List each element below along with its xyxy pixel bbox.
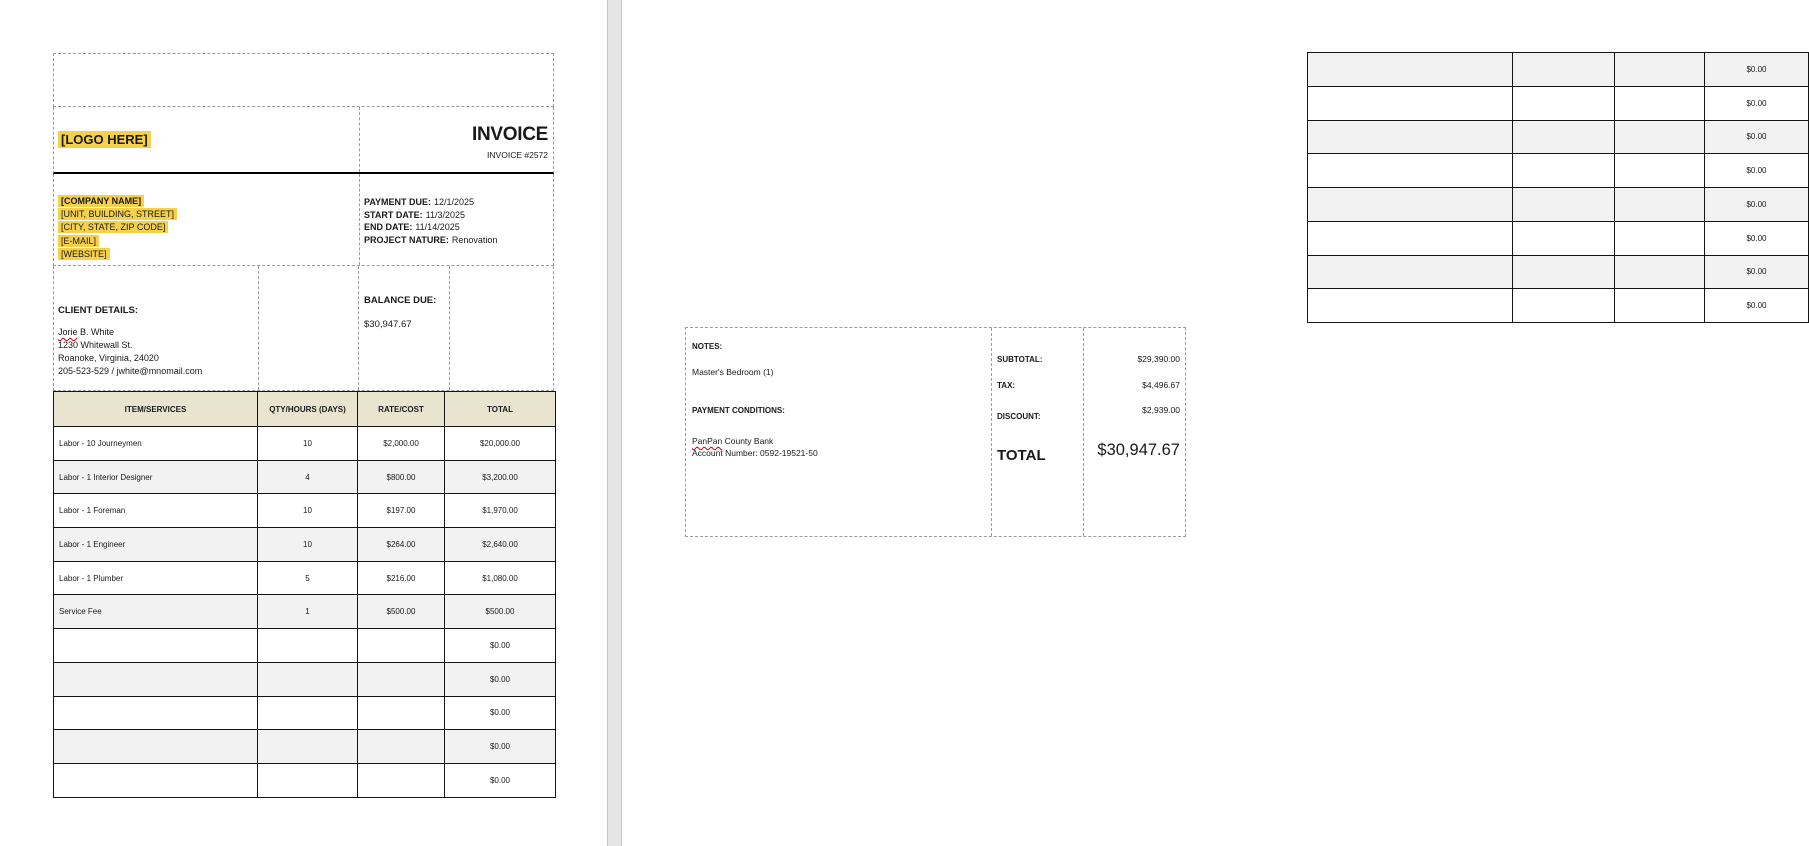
invoice-number: INVOICE #2572 [487,150,548,160]
rate-cell[interactable] [1615,188,1705,222]
notes-text: Master's Bedroom (1) [692,367,774,377]
client-balance-row [53,266,554,391]
header-rate-cost: RATE/COST [358,392,445,427]
rate-cell[interactable] [1615,221,1705,255]
item-cell[interactable]: Service Fee [54,595,258,629]
header-empty-box [53,53,554,107]
company-name[interactable]: [COMPANY NAME] [58,195,144,207]
total-cell[interactable]: $0.00 [1705,86,1809,120]
total-value: $30,947.67 [1097,441,1180,459]
total-cell[interactable]: $1,080.00 [445,561,556,595]
item-cell[interactable]: Labor - 1 Foreman [54,494,258,528]
column-divider [449,266,450,390]
total-cell[interactable]: $0.00 [445,730,556,764]
bank-details [692,435,818,460]
table-row [54,763,556,797]
total-cell[interactable]: $0.00 [445,696,556,730]
project-nature-value: Renovation [451,234,498,245]
total-cell[interactable]: $1,970.00 [445,494,556,528]
item-cell[interactable]: Labor - 1 Engineer [54,528,258,562]
qty-cell[interactable] [1513,86,1615,120]
subtotal-label: SUBTOTAL: [997,355,1043,364]
item-cell[interactable] [1308,289,1513,323]
invoice-page-1 [0,0,607,846]
client-contact: 205-523-529 / jwhite@mnomail.com [58,366,203,377]
rate-cell[interactable] [1615,120,1705,154]
column-divider [1083,328,1084,536]
item-cell[interactable]: Labor - 10 Journeymen [54,427,258,461]
payment-due-value: 12/1/2025 [434,197,475,207]
item-cell[interactable] [1308,86,1513,120]
qty-cell[interactable]: 10 [258,528,358,562]
table-row [54,730,556,764]
rate-cell[interactable]: $197.00 [358,494,445,528]
qty-cell[interactable] [258,662,358,696]
logo-placeholder[interactable]: [LOGO HERE] [58,131,151,148]
total-cell[interactable]: $0.00 [1705,188,1809,222]
rate-cell[interactable] [1615,289,1705,323]
column-divider [358,266,359,390]
end-date-value: 11/14/2025 [415,222,460,233]
total-cell[interactable]: $0.00 [1705,289,1809,323]
qty-cell[interactable] [258,629,358,663]
qty-cell[interactable] [1513,221,1615,255]
rate-cell[interactable]: $216.00 [358,561,445,595]
item-cell[interactable] [1308,53,1513,87]
client-name-rest: B. White [77,327,115,337]
invoice-page-2 [622,0,1767,846]
total-cell[interactable]: $0.00 [1705,255,1809,289]
table-row [1308,255,1809,289]
item-cell[interactable] [54,696,258,730]
tax-label: TAX: [997,381,1016,390]
qty-cell[interactable] [1513,255,1615,289]
total-cell[interactable]: $0.00 [1705,53,1809,87]
item-cell[interactable] [1308,221,1513,255]
table-row [54,696,556,730]
qty-cell[interactable]: 4 [258,460,358,494]
rate-cell[interactable] [358,696,445,730]
company-website[interactable]: [WEBSITE] [58,248,110,260]
company-meta-row [53,174,554,266]
header-item-services: ITEM/SERVICES [54,392,258,427]
table-row [1308,120,1809,154]
rate-cell[interactable] [358,730,445,764]
line-items-table-page2 [1307,52,1809,323]
project-meta [364,196,497,246]
table-row [1308,188,1809,222]
payment-due-label: PAYMENT DUE: [364,197,432,207]
rate-cell[interactable]: $800.00 [358,460,445,494]
table-row [54,662,556,696]
company-email[interactable]: [E-MAIL] [58,235,99,247]
item-cell[interactable] [1308,188,1513,222]
rate-cell[interactable]: $264.00 [358,528,445,562]
item-cell[interactable] [1308,255,1513,289]
rate-cell[interactable]: $500.00 [358,595,445,629]
logo-title-row [53,107,554,174]
rate-cell[interactable] [1615,255,1705,289]
rate-cell[interactable] [1615,53,1705,87]
table-row [54,561,556,595]
total-cell[interactable]: $0.00 [1705,221,1809,255]
qty-cell[interactable] [1513,120,1615,154]
rate-cell[interactable] [358,629,445,663]
line-items-table-page1 [53,391,556,798]
table-row [1308,289,1809,323]
bank-name-rest: County Bank [722,436,774,446]
qty-cell[interactable] [1513,154,1615,188]
total-cell[interactable]: $3,200.00 [445,460,556,494]
table-row [1308,221,1809,255]
qty-cell[interactable]: 5 [258,561,358,595]
total-cell[interactable]: $0.00 [1705,120,1809,154]
project-nature-label: PROJECT NATURE: [364,234,449,245]
qty-cell[interactable] [258,763,358,797]
item-cell[interactable] [1308,120,1513,154]
table-row [1308,86,1809,120]
table-row [54,595,556,629]
end-date-label: END DATE: [364,222,413,233]
item-cell[interactable] [54,763,258,797]
rate-cell[interactable] [1615,154,1705,188]
item-cell[interactable]: Labor - 1 Interior Designer [54,460,258,494]
table-row [54,460,556,494]
column-divider [258,266,259,390]
rate-cell[interactable] [358,662,445,696]
qty-cell[interactable]: 10 [258,494,358,528]
header-qty-hours: QTY/HOURS (DAYS) [258,392,358,427]
qty-cell[interactable] [1513,289,1615,323]
discount-label: DISCOUNT: [997,412,1041,421]
subtotal-value: $29,390.00 [1137,354,1180,364]
item-cell[interactable] [54,662,258,696]
rate-cell[interactable]: $2,000.00 [358,427,445,461]
table-header-row [54,392,556,427]
balance-due-label: BALANCE DUE: [364,295,437,306]
rate-cell[interactable] [358,763,445,797]
client-city: Roanoke, Virginia, 24020 [58,353,159,364]
client-first-name: Jorie [58,327,78,337]
discount-value: $2,939.00 [1142,405,1180,415]
total-cell[interactable]: $0.00 [445,763,556,797]
client-details-heading: CLIENT DETAILS: [58,305,139,316]
item-cell[interactable] [54,730,258,764]
start-date-value: 11/3/2025 [425,209,466,220]
item-cell[interactable] [1308,154,1513,188]
table-row [54,427,556,461]
column-divider [359,107,360,172]
payment-conditions-label: PAYMENT CONDITIONS: [692,406,785,415]
qty-cell[interactable] [258,730,358,764]
qty-cell[interactable]: 10 [258,427,358,461]
bank-name-flagged: PanPan [692,436,723,446]
qty-cell[interactable] [258,696,358,730]
company-details [58,195,177,261]
table-row [1308,53,1809,87]
client-address: 1230 Whitewall St. [58,340,133,351]
rate-cell[interactable] [1615,86,1705,120]
table-row [54,528,556,562]
item-cell[interactable] [54,629,258,663]
account-number: Account Number: 0592-19521-50 [692,448,818,459]
total-cell[interactable]: $0.00 [445,662,556,696]
notes-totals-section [685,327,1186,537]
total-cell[interactable]: $20,000.00 [445,427,556,461]
header-total: TOTAL [445,392,556,427]
column-divider [991,328,992,536]
table-row [54,629,556,663]
total-label: TOTAL [997,447,1046,464]
start-date-label: START DATE: [364,209,423,220]
table-row [54,494,556,528]
qty-cell[interactable]: 1 [258,595,358,629]
client-details [58,326,202,378]
qty-cell[interactable] [1513,53,1615,87]
page-separator [607,0,622,846]
column-divider [359,174,360,265]
company-street[interactable]: [UNIT, BUILDING, STREET] [58,208,177,220]
tax-value: $4,496.67 [1142,380,1180,390]
item-cell[interactable]: Labor - 1 Plumber [54,561,258,595]
total-cell[interactable]: $500.00 [445,595,556,629]
table-row [1308,154,1809,188]
balance-due-value: $30,947.67 [364,319,412,330]
total-cell[interactable]: $0.00 [1705,154,1809,188]
notes-label: NOTES: [692,342,723,351]
total-cell[interactable]: $0.00 [445,629,556,663]
total-cell[interactable]: $2,640.00 [445,528,556,562]
qty-cell[interactable] [1513,188,1615,222]
company-city[interactable]: [CITY, STATE, ZIP CODE] [58,221,168,233]
invoice-title: INVOICE [471,124,548,145]
